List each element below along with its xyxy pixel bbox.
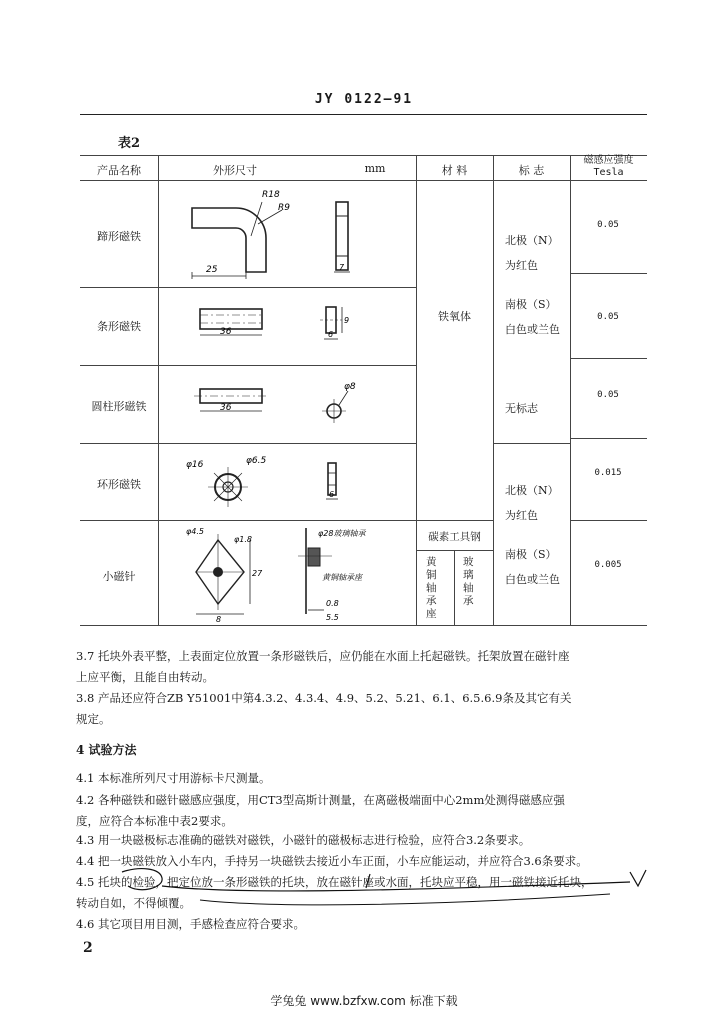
clause-4-1: 4.1 本标准所列尺寸用游标卡尺测量。 <box>76 771 271 785</box>
dim-8: 8 <box>216 615 222 624</box>
product-name-cylinder: 圆柱形磁铁 <box>91 400 147 413</box>
dim-36-bar: 36 <box>220 327 232 337</box>
dim-7: 7 <box>339 263 345 272</box>
handwritten-markup <box>70 864 660 910</box>
header-material: 材 料 <box>441 164 468 177</box>
header-shape: 外形尺寸 <box>213 164 257 177</box>
header-flux <box>570 155 647 179</box>
header-flux-line1: 磁感应强度 <box>583 155 634 166</box>
material-split <box>454 550 455 625</box>
header-flux-line2: Tesla <box>593 167 624 178</box>
material-ferrite: 铁氧体 <box>438 310 471 323</box>
dim-r9: R9 <box>278 203 290 213</box>
horseshoe-magnet-drawing <box>158 180 416 287</box>
section-4-heading: 4 试验方法 <box>76 743 137 757</box>
dim-phi1-8: φ1.8 <box>234 535 252 544</box>
dim-phi8: φ8 <box>344 382 356 392</box>
cylinder-magnet-drawing <box>158 365 416 443</box>
clause-3-8 <box>76 688 648 730</box>
clause-4-2 <box>76 790 648 832</box>
flux-value-horseshoe: 0.05 <box>597 220 619 230</box>
value-rule-3 <box>570 438 647 439</box>
bar-magnet-drawing <box>158 287 416 365</box>
dim-36-cylinder: 36 <box>220 403 232 413</box>
table-bottom-rule <box>80 625 647 626</box>
mark-none: 无标志 <box>505 402 538 415</box>
product-name-needle: 小磁针 <box>102 570 136 583</box>
dim-6-ring: 6 <box>329 490 335 499</box>
clause-4-2-line1: 4.2 各种磁铁和磁针磁感应强度，用CT3型高斯计测量，在离磁极端面中心2mm处测得磁感应强 <box>76 793 565 807</box>
dim-brass-seat: 黄铜轴承座 <box>322 573 362 582</box>
dim-phi28-glass-bearing: φ28玻璃轴承 <box>318 529 366 538</box>
dim-9: 9 <box>344 316 350 325</box>
dim-5-5: 5.5 <box>326 613 339 622</box>
ring-magnet-drawing <box>158 443 416 520</box>
clause-3-8-line2: 规定。 <box>76 712 111 726</box>
dim-25: 25 <box>206 265 218 275</box>
mark-red-1: 为红色 <box>505 259 538 272</box>
clause-4-5-line1: 4.5 托块的检验，把定位放一条形磁铁的托块，放在磁针座或水面，托块应平稳，用一磁铁接近托块， <box>76 875 593 889</box>
header-rule <box>80 114 647 115</box>
clause-4-2-line2: 度，应符合本标准中表2要求。 <box>76 814 233 828</box>
mark-south-1: 南极（S） <box>505 298 557 311</box>
dim-r18: R18 <box>262 190 280 200</box>
value-rule-4 <box>570 520 647 521</box>
watermark-footer: 学兔兔 www.bzfxw.com 标准下载 <box>270 994 458 1008</box>
clause-4-4: 4.4 把一块磁铁放入小车内，手持另一块磁铁去接近小车正面，小车应能运动，并应符合3.6条要求。 <box>76 854 588 868</box>
clause-3-8-line1: 3.8 产品还应符合ZB Y51001中第4.3.2、4.3.4、4.9、5.2、5.21、6.1、6.5.6.9条及其它有关 <box>76 691 572 705</box>
product-name-horseshoe: 蹄形磁铁 <box>97 230 141 243</box>
mark-rule <box>493 443 570 444</box>
mark-white-blue-2: 白色或兰色 <box>505 573 560 586</box>
mark-north-2: 北极（N） <box>505 484 559 497</box>
header-product: 产品名称 <box>97 164 141 177</box>
flux-value-ring: 0.015 <box>594 468 622 478</box>
product-name-ring: 环形磁铁 <box>97 478 141 491</box>
clause-3-7-line2: 上应平衡，且能自由转动。 <box>76 670 214 684</box>
page-number: 2 <box>83 940 93 956</box>
dim-0-8: 0.8 <box>326 599 339 608</box>
flux-value-cylinder: 0.05 <box>597 390 619 400</box>
clause-3-7 <box>76 646 648 688</box>
flux-value-bar: 0.05 <box>597 312 619 322</box>
clause-4-5-line2: 转动自如，不得倾覆。 <box>76 896 191 910</box>
mark-red-2: 为红色 <box>505 509 538 522</box>
mark-north-1: 北极（N） <box>505 234 559 247</box>
value-rule-1 <box>570 273 647 274</box>
col-divider-2 <box>416 155 417 625</box>
table-caption: 表2 <box>118 136 141 151</box>
material-carbon-steel: 碳素工具钢 <box>428 531 481 543</box>
material-glass-bearing: 玻璃轴承 <box>463 556 474 607</box>
header-mark: 标 志 <box>518 164 545 177</box>
dim-6-bar: 6 <box>328 330 334 339</box>
col-divider-3 <box>493 155 494 625</box>
dim-phi6-5: φ6.5 <box>246 456 267 466</box>
material-rule <box>416 520 493 521</box>
clause-4-3: 4.3 用一块磁极标志准确的磁铁对磁铁，小磁针的磁极标志进行检验，应符合3.2条要求。 <box>76 833 531 847</box>
dim-phi4-5: φ4.5 <box>186 527 204 536</box>
product-name-bar: 条形磁铁 <box>97 320 141 333</box>
dim-27: 27 <box>252 569 263 578</box>
mark-white-blue-1: 白色或兰色 <box>505 323 560 336</box>
standard-code-header: JY 0122—91 <box>314 92 414 107</box>
clause-4-6: 4.6 其它项目用目测，手感检查应符合要求。 <box>76 917 305 931</box>
needle-drawing <box>158 520 416 625</box>
mark-south-2: 南极（S） <box>505 548 557 561</box>
clause-3-7-line1: 3.7 托块外表平整，上表面定位放置一条形磁铁后，应仍能在水面上托起磁铁。托架放置在磁针座 <box>76 649 570 663</box>
flux-value-needle: 0.005 <box>594 560 622 570</box>
col-divider-4 <box>570 155 571 625</box>
dim-phi16: φ16 <box>186 460 204 470</box>
header-unit: mm <box>364 162 386 175</box>
table-top-rule <box>80 155 647 156</box>
value-rule-2 <box>570 358 647 359</box>
material-brass-seat: 黄铜轴承座 <box>426 556 437 620</box>
